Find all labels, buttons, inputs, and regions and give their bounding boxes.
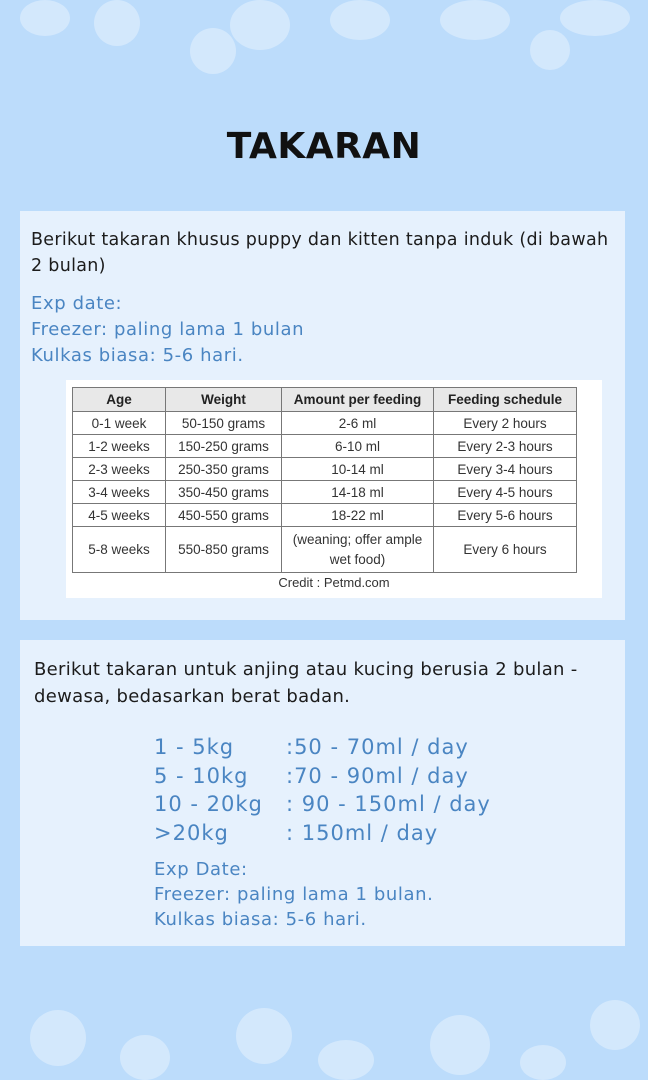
table-cell: 6-10 ml <box>282 435 434 458</box>
expiry-fridge: Kulkas biasa: 5-6 hari. <box>154 909 367 930</box>
table-cell: 10-14 ml <box>282 458 434 481</box>
puppy-kitten-card <box>20 211 625 620</box>
background-bubble <box>20 0 70 36</box>
table-cell: 4-5 weeks <box>73 504 166 527</box>
table-cell: 1-2 weeks <box>73 435 166 458</box>
table-cell: 150-250 grams <box>166 435 282 458</box>
table-cell: 550-850 grams <box>166 527 282 573</box>
list-item <box>154 762 491 791</box>
expiry-info <box>154 857 434 932</box>
table-cell: 18-22 ml <box>282 504 434 527</box>
dose-amount: :70 - 90ml / day <box>286 763 469 788</box>
list-item <box>154 733 491 762</box>
dose-weight: 5 - 10kg <box>154 763 249 788</box>
table-cell: 0-1 week <box>73 412 166 435</box>
list-item <box>154 790 491 819</box>
column-header: Amount per feeding <box>282 388 434 412</box>
table-cell: Every 4-5 hours <box>434 481 577 504</box>
background-bubble <box>120 1035 170 1080</box>
table-cell: 3-4 weeks <box>73 481 166 504</box>
dose-weight: 1 - 5kg <box>154 735 235 759</box>
dose-amount: : 150ml / day <box>286 820 439 845</box>
table-cell: 5-8 weeks <box>73 527 166 573</box>
expiry-info <box>31 291 304 369</box>
table-cell: 350-450 grams <box>166 481 282 504</box>
background-bubble <box>520 1045 566 1080</box>
background-bubble <box>530 30 570 70</box>
expiry-heading: Exp Date: <box>154 859 248 880</box>
feeding-table <box>72 387 577 573</box>
table-cell: 250-350 grams <box>166 458 282 481</box>
expiry-freezer: Freezer: paling lama 1 bulan. <box>154 884 434 905</box>
table-row <box>73 504 577 527</box>
table-cell: Every 2-3 hours <box>434 435 577 458</box>
background-bubble <box>30 1010 86 1066</box>
table-cell: 50-150 grams <box>166 412 282 435</box>
column-header: Age <box>73 388 166 412</box>
background-bubble <box>230 0 290 50</box>
background-bubble <box>190 28 236 74</box>
table-cell: (weaning; offer ample wet food) <box>282 527 434 573</box>
dose-weight: 10 - 20kg <box>154 792 263 816</box>
dose-amount: : 90 - 150ml / day <box>286 792 491 816</box>
table-row <box>73 412 577 435</box>
table-row <box>73 435 577 458</box>
expiry-heading: Exp date: <box>31 293 123 314</box>
table-cell: 2-6 ml <box>282 412 434 435</box>
table-cell: 14-18 ml <box>282 481 434 504</box>
table-cell: 2-3 weeks <box>73 458 166 481</box>
column-header: Weight <box>166 388 282 412</box>
column-header: Feeding schedule <box>434 388 577 412</box>
dosage-list <box>154 733 491 847</box>
expiry-fridge: Kulkas biasa: 5-6 hari. <box>31 345 244 366</box>
table-row <box>73 481 577 504</box>
table-cell: Every 6 hours <box>434 527 577 573</box>
table-row <box>73 458 577 481</box>
background-bubble <box>94 0 140 46</box>
dose-amount: :50 - 70ml / day <box>286 735 469 759</box>
table-header-row <box>73 388 577 412</box>
table-cell: Every 2 hours <box>434 412 577 435</box>
background-bubble <box>590 1000 640 1050</box>
card-intro-text: Berikut takaran khusus puppy dan kitten tanpa induk (di bawah 2 bulan) <box>31 230 609 276</box>
table-row <box>73 527 577 573</box>
adult-dosage-card <box>20 640 625 946</box>
card-intro-text: Berikut takaran untuk anjing atau kucing berusia 2 bulan - dewasa, bedasarkan berat badan. <box>34 659 578 707</box>
background-bubble <box>440 0 510 40</box>
background-bubble <box>430 1015 490 1075</box>
list-item <box>154 819 491 848</box>
table-cell: 450-550 grams <box>166 504 282 527</box>
background-bubble <box>236 1008 292 1064</box>
dose-weight: >20kg <box>154 820 229 845</box>
table-credit: Credit : Petmd.com <box>278 575 390 590</box>
feeding-table-image <box>66 380 602 598</box>
table-cell: Every 3-4 hours <box>434 458 577 481</box>
background-bubble <box>318 1040 374 1080</box>
table-cell: Every 5-6 hours <box>434 504 577 527</box>
page-title: TAKARAN <box>226 126 422 167</box>
expiry-freezer: Freezer: paling lama 1 bulan <box>31 319 305 340</box>
background-bubble <box>330 0 390 40</box>
background-bubble <box>560 0 630 36</box>
